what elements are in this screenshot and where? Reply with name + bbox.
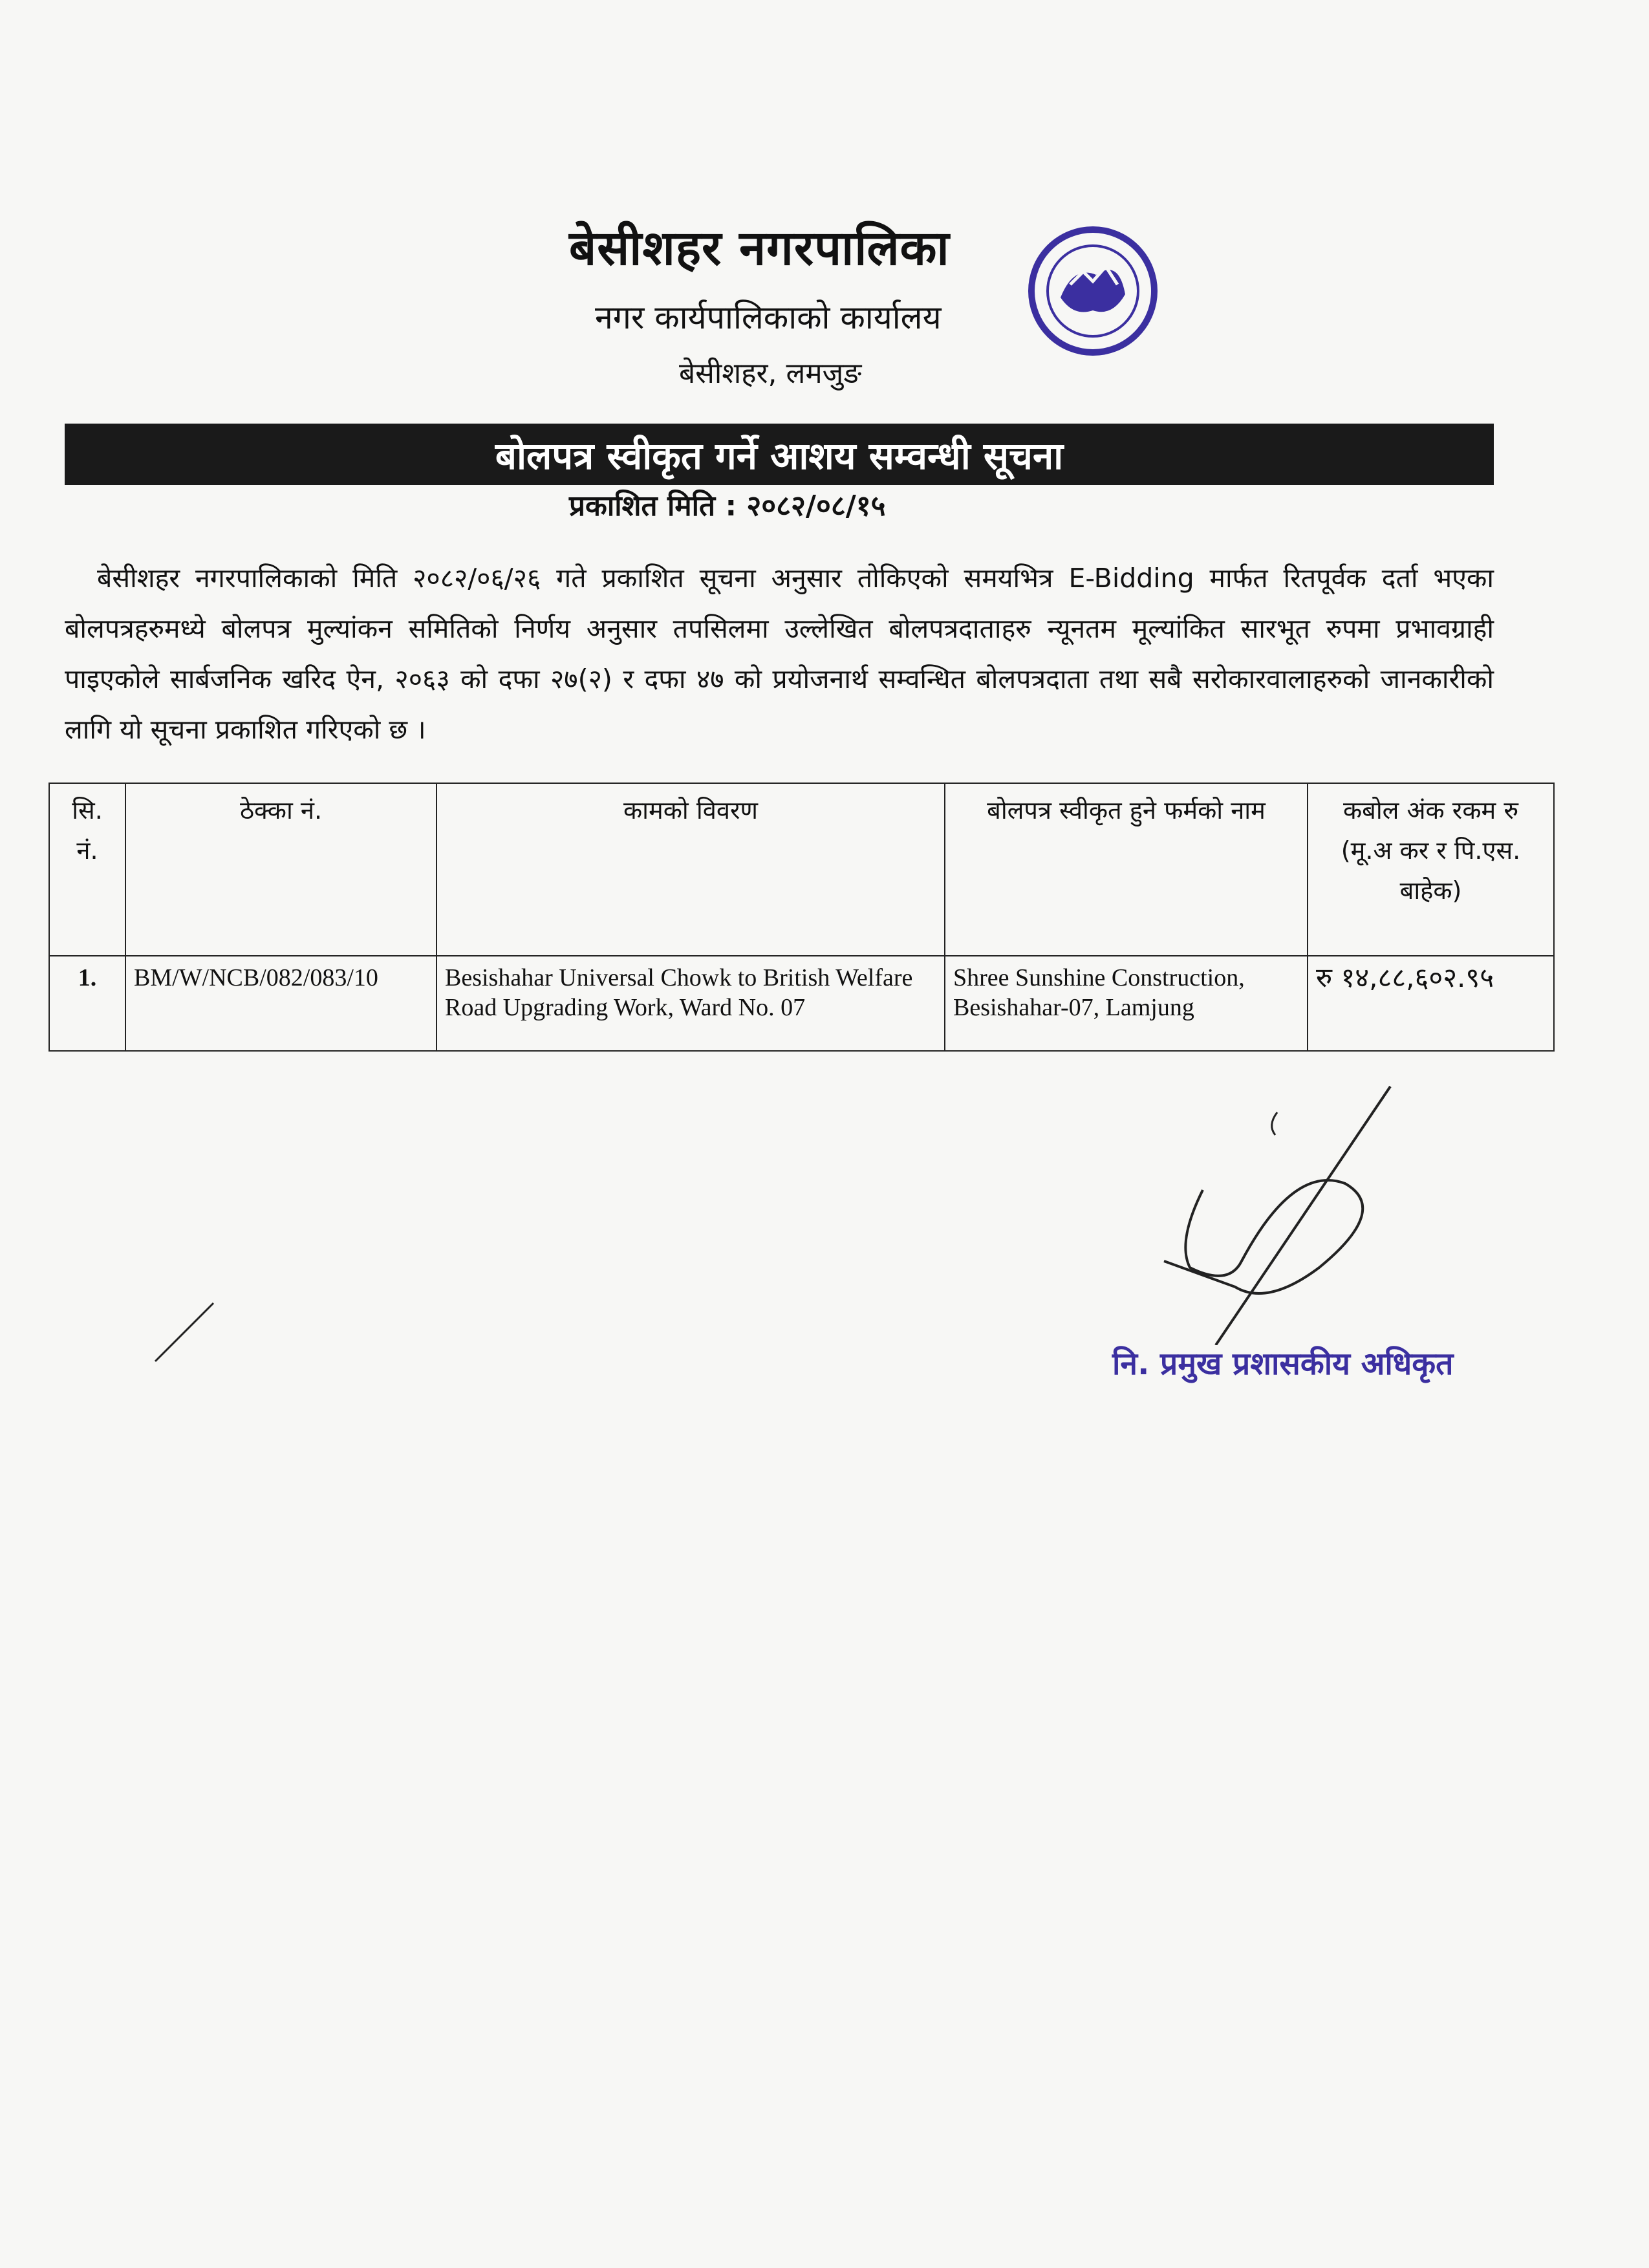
header-amount: कबोल अंक रकम रु (मू.अ कर र पि.एस. बाहेक) (1308, 783, 1554, 956)
cell-contract-no: BM/W/NCB/082/083/10 (125, 956, 436, 1051)
header-sn: सि. नं. (49, 783, 125, 956)
awarded-bids-table (48, 783, 1555, 1052)
table-header-row (49, 783, 1554, 956)
cell-firm-name: Shree Sunshine Construction, Besishahar-07, Lamjung (945, 956, 1308, 1051)
cell-sn: 1. (49, 956, 125, 1051)
cell-amount: रु १४,८८,६०२.९५ (1308, 956, 1554, 1051)
notice-title: बोलपत्र स्वीकृत गर्ने आशय सम्वन्धी सूचना (495, 434, 1064, 478)
handwritten-signature-icon (1138, 1074, 1461, 1345)
org-name: बेसीशहर नगरपालिका (569, 221, 950, 276)
published-date: प्रकाशित मिति : २०८२/०८/१५ (569, 490, 886, 523)
signatory-title: नि. प्रमुख प्रशासकीय अधिकृत (1112, 1346, 1454, 1382)
table-row (49, 956, 1554, 1051)
notice-body: बेसीशहर नगरपालिकाको मिति २०८२/०६/२६ गते प्रकाशित सूचना अनुसार तोकिएको समयभित्र E-Bidding मार्फत रितपूर्वक दर्ता भएका बोलपत्रहरुमध्ये बोलपत्र मुल्यांकन समितिको निर्णय अनुसार तपसिलमा उल्लेखित बोलपत्रदाताहरु न्यूनतम मूल्यांकित सारभूत रुपमा प्रभावग्राही पाइएकोले सार्बजनिक खरिद ऐन, २०६३ को दफा २७(२) र दफा ४७ को प्रयोजनार्थ सम्वन्धित बोलपत्रदाता तथा सबै सरोकारवालाहरुको जानकारीको लागि यो सूचना प्रकाशित गरिएको छ । (65, 563, 1494, 745)
municipality-seal-icon (964, 220, 1177, 433)
header-work-description: कामको विवरण (436, 783, 945, 956)
office-name: नगर कार्यपालिकाको कार्यालय (595, 299, 942, 336)
header-firm-name: बोलपत्र स्वीकृत हुने फर्मको नाम (945, 783, 1308, 956)
header-contract-no: ठेक्का नं. (125, 783, 436, 956)
pen-stroke-mark (149, 1300, 220, 1365)
office-address: बेसीशहर, लमजुङ (679, 357, 862, 390)
notice-title-banner (65, 424, 1494, 485)
cell-work-description: Besishahar Universal Chowk to British Welfare Road Upgrading Work, Ward No. 07 (436, 956, 945, 1051)
